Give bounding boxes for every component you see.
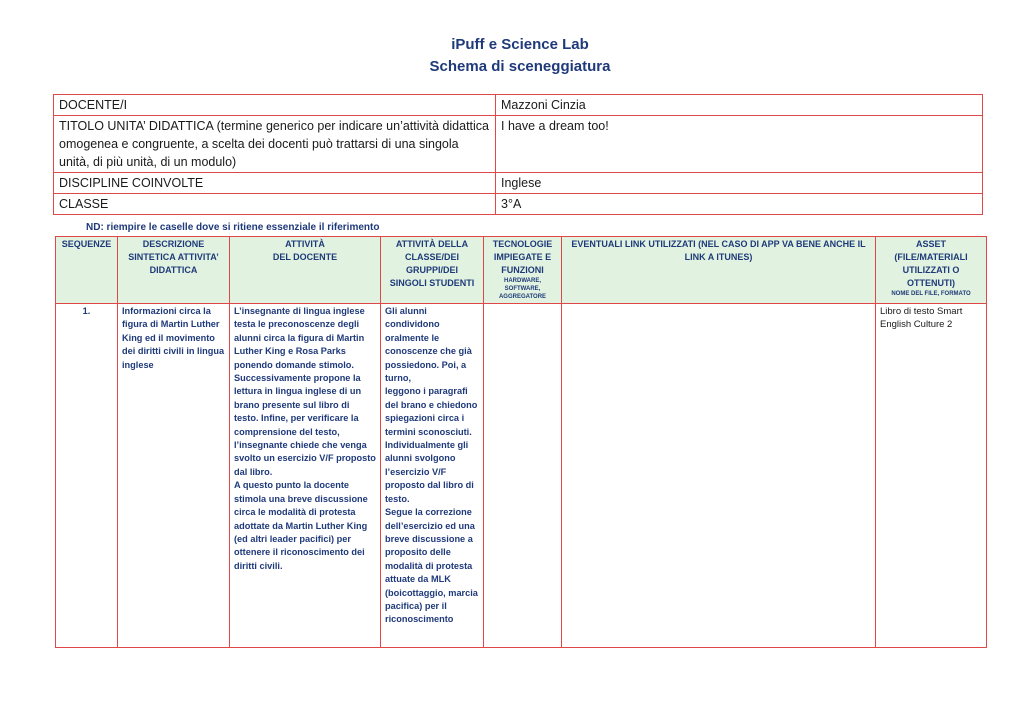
info-label: TITOLO UNITA’ DIDATTICA (termine generico per indicare un’attività didattica omogenea e congruente, a scelta dei docenti può trattarsi di una singola unità, di più unità, di un modulo) bbox=[54, 116, 496, 173]
info-value: 3°A bbox=[496, 194, 983, 215]
info-value: I have a dream too! bbox=[496, 116, 983, 173]
cell-attivita-docente: L’insegnante di lingua inglese testa le preconoscenze degli alunni circa la figura di Martin Luther King e Rosa Parks ponendo domande stimolo. Successivamente propone la lettura in lingua inglese di un brano presente sul libro di testo. Infine, per verificare la comprensione del testo, l’insegnante chiede che venga svolto un esercizio V/F proposto dal libro. A questo punto la docente stimola una breve discussione circa le modalità di protesta adottate da Martin Luther King (ed altri leader pacifici) per ottenere il riconoscimento dei diritti civili. bbox=[230, 304, 381, 648]
cell-descrizione: Informazioni circa la figura di Martin Luther King ed il movimento dei diritti civili in lingua inglese bbox=[118, 304, 230, 648]
header-asset bbox=[876, 237, 987, 304]
info-row-docente bbox=[54, 95, 983, 116]
info-label: DISCIPLINE COINVOLTE bbox=[54, 173, 496, 194]
info-row-discipline bbox=[54, 173, 983, 194]
info-table bbox=[53, 94, 983, 215]
title-line-1: iPuff e Science Lab bbox=[451, 36, 589, 53]
info-value: Mazzoni Cinzia bbox=[496, 95, 983, 116]
header-tecnologie-label: TECNOLOGIE IMPIEGATE E FUNZIONI bbox=[492, 239, 553, 275]
cell-sequenza: 1. bbox=[56, 304, 118, 648]
header-asset-sub: NOME DEL FILE, FORMATO bbox=[891, 291, 971, 297]
header-link: EVENTUALI LINK UTILIZZATI (NEL CASO DI APP VA BENE ANCHE IL LINK A ITUNES) bbox=[562, 237, 876, 304]
header-asset-label: ASSET (FILE/MATERIALI UTILIZZATI O OTTENUTI) bbox=[894, 239, 968, 288]
info-row-titolo bbox=[54, 116, 983, 173]
table-row bbox=[56, 304, 987, 648]
header-attivita-classe: ATTIVITÀ DELLA CLASSE/DEI GRUPPI/DEI SINGOLI STUDENTI bbox=[381, 237, 484, 304]
header-tecnologie bbox=[484, 237, 562, 304]
plan-table bbox=[55, 236, 987, 648]
cell-link bbox=[562, 304, 876, 648]
title-line-2: Schema di sceneggiatura bbox=[429, 58, 611, 75]
cell-asset: Libro di testo Smart English Culture 2 bbox=[876, 304, 987, 648]
header-tecnologie-sub: HARDWARE, SOFTWARE, AGGREGATORE bbox=[498, 278, 547, 300]
plan-header-row bbox=[56, 237, 987, 304]
info-label: DOCENTE/I bbox=[54, 95, 496, 116]
page-title bbox=[0, 34, 1024, 78]
header-descrizione: DESCRIZIONE SINTETICA ATTIVITA’ DIDATTICA bbox=[118, 237, 230, 304]
info-value: Inglese bbox=[496, 173, 983, 194]
cell-tecnologie bbox=[484, 304, 562, 648]
note-text: ND: riempire le caselle dove si ritiene essenziale il riferimento bbox=[86, 222, 380, 233]
header-sequenze: SEQUENZE bbox=[56, 237, 118, 304]
info-row-classe bbox=[54, 194, 983, 215]
info-label: CLASSE bbox=[54, 194, 496, 215]
header-attivita-docente: ATTIVITÀ DEL DOCENTE bbox=[230, 237, 381, 304]
cell-attivita-classe: Gli alunni condividono oralmente le conoscenze che già possiedono. Poi, a turno, leggono i paragrafi del brano e chiedono spiegazioni circa i termini sconosciuti. Individualmente gli alunni svolgono l’esercizio V/F proposto dal libro di testo. Segue la correzione dell’esercizio ed una breve discussione a proposito delle modalità di protesta attuate da MLK (boicottaggio, marcia pacifica) per il riconoscimento bbox=[381, 304, 484, 648]
